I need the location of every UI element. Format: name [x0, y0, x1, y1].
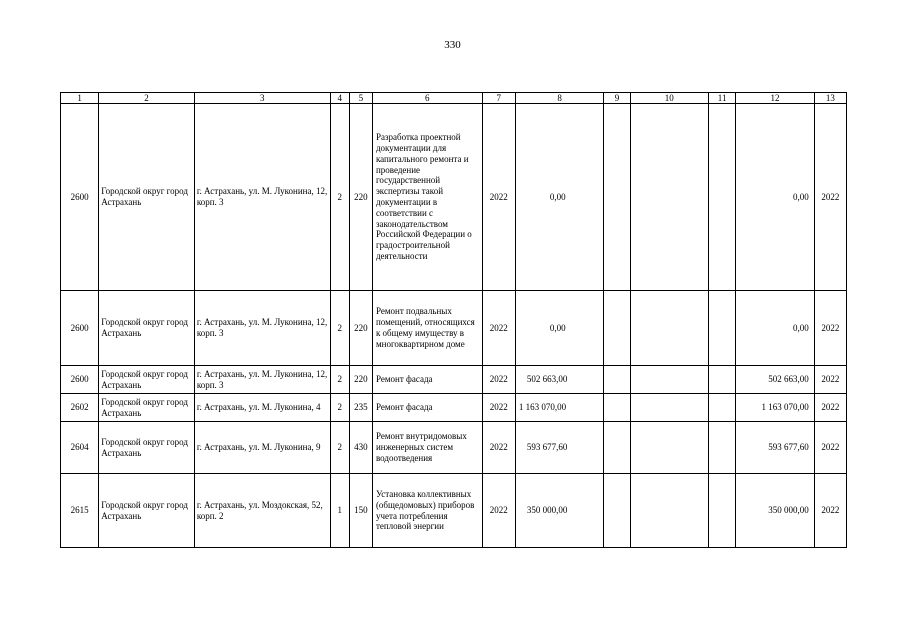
work-type-cell: Разработка проектной документации для капитального ремонта и проведение государственной экспертизы такой документации в соответствии с законодательством Российской Федерации о градостроительной деятельности [372, 104, 482, 291]
table-row [61, 394, 847, 422]
year-cell: 2022 [482, 291, 515, 366]
col11-cell [709, 474, 736, 548]
address-cell: г. Астрахань, ул. М. Луконина, 4 [194, 394, 330, 422]
col4-cell: 2 [330, 291, 349, 366]
row-number-cell: 2604 [61, 422, 99, 474]
municipality-cell: Городской округ город Астрахань [99, 104, 195, 291]
row-number-cell: 2600 [61, 291, 99, 366]
col10-cell [630, 104, 708, 291]
address-cell: г. Астрахань, ул. М. Луконина, 12, корп. 3 [194, 291, 330, 366]
completion-year-cell: 2022 [814, 291, 846, 366]
column-header: 9 [604, 93, 630, 104]
work-type-cell: Ремонт подвальных помещений, относящихся к общему имуществу в многоквартирном доме [372, 291, 482, 366]
col11-cell [709, 366, 736, 394]
col9-cell [604, 474, 630, 548]
table-row [61, 474, 847, 548]
completion-year-cell: 2022 [814, 474, 846, 548]
col11-cell [709, 422, 736, 474]
col4-cell: 2 [330, 422, 349, 474]
col5-cell: 220 [349, 291, 372, 366]
col10-cell [630, 291, 708, 366]
column-header: 2 [99, 93, 195, 104]
amount-cell: 0,00 [515, 291, 604, 366]
total-amount-cell: 502 663,00 [736, 366, 814, 394]
table-row [61, 291, 847, 366]
col11-cell [709, 291, 736, 366]
column-header: 3 [194, 93, 330, 104]
address-cell: г. Астрахань, ул. М. Луконина, 12, корп. 3 [194, 104, 330, 291]
col9-cell [604, 394, 630, 422]
amount-cell: 593 677,60 [515, 422, 604, 474]
address-cell: г. Астрахань, ул. М. Луконина, 12, корп. 3 [194, 366, 330, 394]
work-type-cell: Ремонт фасада [372, 394, 482, 422]
municipality-cell: Городской округ город Астрахань [99, 422, 195, 474]
year-cell: 2022 [482, 422, 515, 474]
table-row [61, 104, 847, 291]
amount-cell: 0,00 [515, 104, 604, 291]
completion-year-cell: 2022 [814, 104, 846, 291]
column-number-row [61, 93, 847, 104]
total-amount-cell: 0,00 [736, 291, 814, 366]
col4-cell: 1 [330, 474, 349, 548]
column-header: 8 [515, 93, 604, 104]
total-amount-cell: 350 000,00 [736, 474, 814, 548]
column-header: 7 [482, 93, 515, 104]
column-header: 6 [372, 93, 482, 104]
col10-cell [630, 474, 708, 548]
year-cell: 2022 [482, 394, 515, 422]
col10-cell [630, 394, 708, 422]
page-number: 330 [444, 39, 461, 51]
column-header: 5 [349, 93, 372, 104]
col9-cell [604, 422, 630, 474]
amount-cell: 350 000,00 [515, 474, 604, 548]
col10-cell [630, 422, 708, 474]
work-type-cell: Ремонт фасада [372, 366, 482, 394]
total-amount-cell: 1 163 070,00 [736, 394, 814, 422]
col5-cell: 220 [349, 104, 372, 291]
year-cell: 2022 [482, 104, 515, 291]
col9-cell [604, 366, 630, 394]
row-number-cell: 2615 [61, 474, 99, 548]
amount-cell: 502 663,00 [515, 366, 604, 394]
completion-year-cell: 2022 [814, 394, 846, 422]
completion-year-cell: 2022 [814, 366, 846, 394]
total-amount-cell: 593 677,60 [736, 422, 814, 474]
col5-cell: 430 [349, 422, 372, 474]
amount-cell: 1 163 070,00 [515, 394, 604, 422]
table-body [61, 93, 847, 548]
col11-cell [709, 104, 736, 291]
total-amount-cell: 0,00 [736, 104, 814, 291]
col5-cell: 220 [349, 366, 372, 394]
table-row [61, 366, 847, 394]
col5-cell: 235 [349, 394, 372, 422]
municipality-cell: Городской округ город Астрахань [99, 366, 195, 394]
column-header: 1 [61, 93, 99, 104]
col9-cell [604, 104, 630, 291]
address-cell: г. Астрахань, ул. Моздокская, 52, корп. 2 [194, 474, 330, 548]
year-cell: 2022 [482, 474, 515, 548]
row-number-cell: 2600 [61, 104, 99, 291]
completion-year-cell: 2022 [814, 422, 846, 474]
row-number-cell: 2602 [61, 394, 99, 422]
column-header: 4 [330, 93, 349, 104]
work-type-cell: Установка коллективных (общедомовых) приборов учета потребления тепловой энергии [372, 474, 482, 548]
table-row [61, 422, 847, 474]
column-header: 10 [630, 93, 708, 104]
col11-cell [709, 394, 736, 422]
repair-program-table [60, 92, 847, 548]
work-type-cell: Ремонт внутридомовых инженерных систем водоотведения [372, 422, 482, 474]
column-header: 11 [709, 93, 736, 104]
col4-cell: 2 [330, 366, 349, 394]
column-header: 12 [736, 93, 814, 104]
col4-cell: 2 [330, 104, 349, 291]
col5-cell: 150 [349, 474, 372, 548]
address-cell: г. Астрахань, ул. М. Луконина, 9 [194, 422, 330, 474]
year-cell: 2022 [482, 366, 515, 394]
column-header: 13 [814, 93, 846, 104]
col10-cell [630, 366, 708, 394]
row-number-cell: 2600 [61, 366, 99, 394]
col4-cell: 2 [330, 394, 349, 422]
col9-cell [604, 291, 630, 366]
municipality-cell: Городской округ город Астрахань [99, 291, 195, 366]
municipality-cell: Городской округ город Астрахань [99, 394, 195, 422]
municipality-cell: Городской округ город Астрахань [99, 474, 195, 548]
